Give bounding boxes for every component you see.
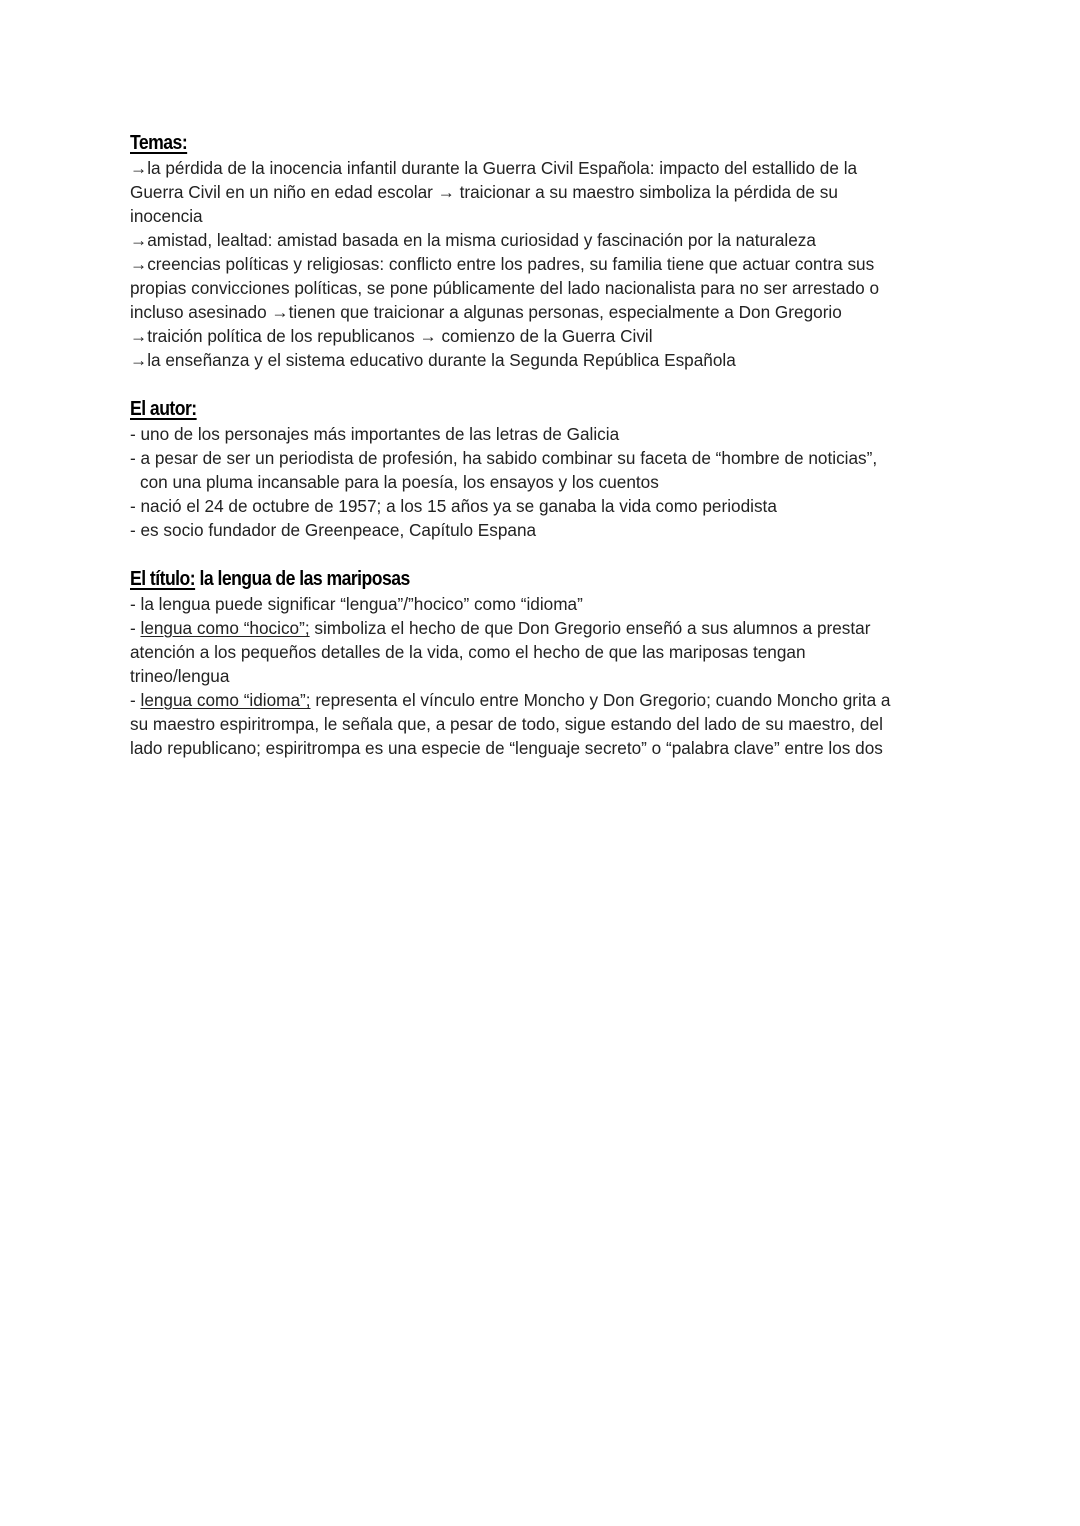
temas-line: →la enseñanza y el sistema educativo durante la Segunda República Española: [130, 350, 736, 370]
temas-line: →traición política de los republicanos → comienzo de la Guerra Civil: [130, 326, 653, 346]
autor-line: - uno de los personajes más importantes de las letras de Galicia: [130, 424, 620, 444]
titulo-line: atención a los pequeños detalles de la vida, como el hecho de que las mariposas tengan: [130, 642, 806, 662]
section-autor: [130, 396, 960, 542]
hocico-text: simboliza el hecho de que Don Gregorio enseñó a sus alumnos a prestar: [309, 618, 871, 638]
autor-line: con una pluma incansable para la poesía, los ensayos y los cuentos: [140, 472, 659, 492]
temas-line: →la pérdida de la inocencia infantil durante la Guerra Civil Española: impacto del estallido de la: [130, 158, 858, 178]
titulo-heading-value: la lengua de las mariposas: [199, 568, 410, 590]
idioma-text: representa el vínculo entre Moncho y Don Gregorio; cuando Moncho grita a: [310, 690, 891, 710]
hocico-term: lengua como “hocico”;: [140, 618, 310, 638]
temas-line: propias convicciones políticas, se pone públicamente del lado nacionalista para no ser arrestado o: [130, 278, 880, 298]
titulo-line: - la lengua puede significar “lengua”/”hocico” como “idioma”: [130, 594, 583, 614]
bullet-prefix: -: [130, 690, 141, 710]
section-temas: [130, 130, 960, 372]
titulo-heading-label: El título:: [130, 568, 196, 590]
autor-line: - nació el 24 de octubre de 1957; a los 15 años ya se ganaba la vida como periodista: [130, 496, 777, 516]
bullet-prefix: -: [130, 618, 141, 638]
titulo-hocico-line: [130, 616, 960, 640]
titulo-line: lado republicano; espiritrompa es una especie de “lenguaje secreto” o “palabra clave” entre los dos: [130, 738, 883, 758]
temas-line: inocencia: [130, 206, 203, 226]
temas-line: →creencias políticas y religiosas: conflicto entre los padres, su familia tiene que actuar contra sus: [130, 254, 875, 274]
autor-line: - es socio fundador de Greenpeace, Capítulo Espana: [130, 520, 537, 540]
temas-line: incluso asesinado →tienen que traicionar a algunas personas, especialmente a Don Gregorio: [130, 302, 842, 322]
temas-line: →amistad, lealtad: amistad basada en la misma curiosidad y fascinación por la naturaleza: [130, 230, 816, 250]
document-page: [130, 130, 960, 760]
autor-line: - a pesar de ser un periodista de profesión, ha sabido combinar su faceta de “hombre de noticias”,: [130, 448, 878, 468]
titulo-line: su maestro espiritrompa, le señala que, a pesar de todo, sigue estando del lado de su maestro, del: [130, 714, 883, 734]
titulo-idioma-line: [130, 688, 960, 712]
section-titulo: [130, 566, 960, 760]
section-heading-titulo: [130, 566, 960, 592]
titulo-line: trineo/lengua: [130, 666, 230, 686]
section-heading-autor: El autor:: [130, 398, 197, 420]
temas-line: Guerra Civil en un niño en edad escolar → traicionar a su maestro simboliza la pérdida de su: [130, 182, 838, 202]
section-heading-temas: Temas:: [130, 132, 188, 154]
idioma-term: lengua como “idioma”;: [140, 690, 311, 710]
